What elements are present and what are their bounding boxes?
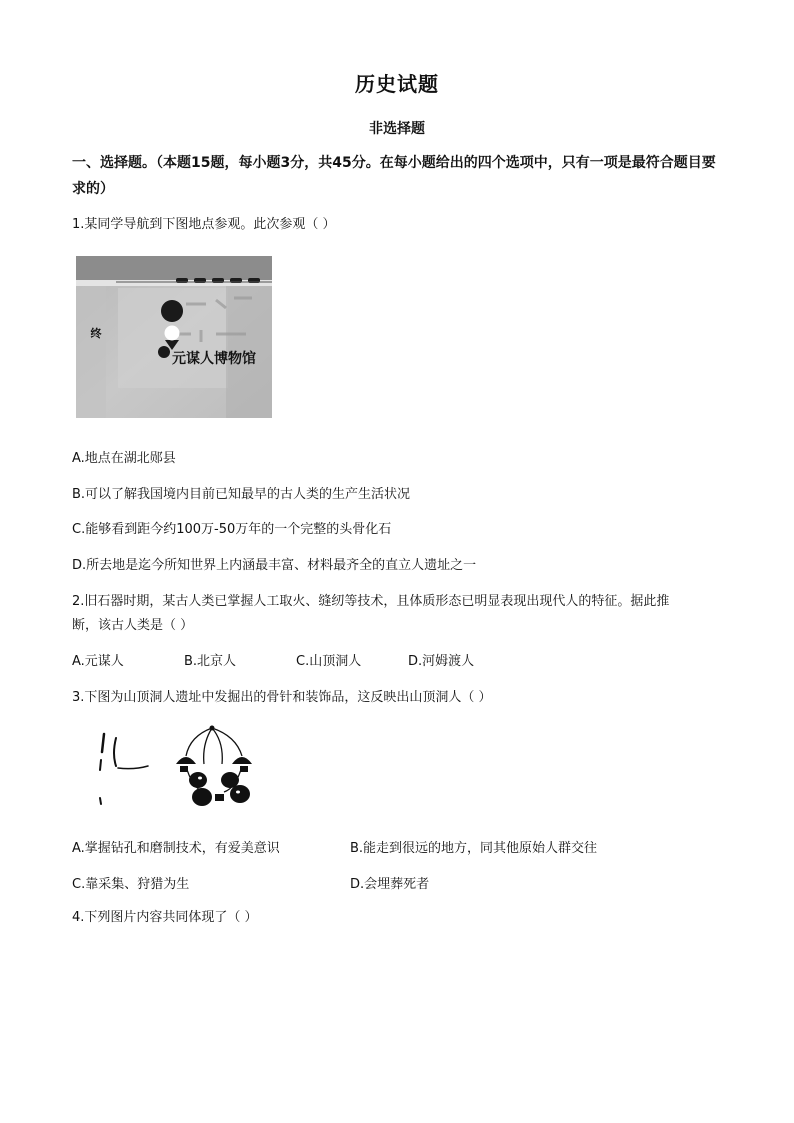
q1-map-photo bbox=[76, 256, 272, 418]
page-title: 历史试题 bbox=[355, 72, 439, 96]
q2-stem-line2: 断，该古人类是（ ） bbox=[72, 618, 194, 633]
q3-bone-needle-ornaments-figure bbox=[90, 722, 280, 814]
q2-options bbox=[72, 650, 722, 670]
ornament-necklace-icon bbox=[176, 726, 252, 807]
bone-needle-icon bbox=[100, 734, 148, 804]
q1-stem: 1.某同学导航到下图地点参观。此次参观（ ） bbox=[72, 217, 336, 232]
q2-option-c: C.山顶洞人 bbox=[296, 654, 362, 669]
q2-option-b: B.北京人 bbox=[184, 654, 237, 669]
q2-option-a: A.元谋人 bbox=[72, 654, 124, 669]
page-subtitle: 非选择题 bbox=[369, 121, 425, 137]
q4-stem: 4.下列图片内容共同体现了（ ） bbox=[72, 910, 258, 925]
q3-option-c: C.靠采集、狩猎为生 bbox=[72, 877, 190, 892]
map-pin-marker-text: 终 bbox=[90, 327, 102, 340]
q2-option-d: D.河姆渡人 bbox=[408, 654, 475, 669]
map-place-label: 元谋人博物馆 bbox=[172, 351, 256, 367]
q1-option-a: A.地点在湖北郧县 bbox=[72, 451, 176, 466]
q1-option-d: D.所去地是迄今所知世界上内涵最丰富、材料最齐全的直立人遗址之一 bbox=[72, 558, 477, 573]
q3-option-d: D.会埋葬死者 bbox=[350, 877, 430, 892]
q1-option-c: C.能够看到距今约100万-50万年的一个完整的头骨化石 bbox=[72, 522, 392, 537]
q3-option-b: B.能走到很远的地方，同其他原始人群交往 bbox=[350, 841, 598, 856]
q3-option-a: A.掌握钻孔和磨制技术，有爱美意识 bbox=[72, 841, 280, 856]
q2-stem-line1: 2.旧石器时期，某古人类已掌握人工取火、缝纫等技术，且体质形态已明显表现出现代人的特征。据此推 bbox=[72, 594, 670, 609]
q1-option-b: B.可以了解我国境内目前已知最早的古人类的生产生活状况 bbox=[72, 487, 411, 502]
section-heading: 一、选择题。（本题15题，每小题3分，共45分。在每小题给出的四个选项中，只有一项是最符合题目要求的） bbox=[72, 155, 716, 197]
q3-stem: 3.下图为山顶洞人遗址中发掘出的骨针和装饰品，这反映出山顶洞人（ ） bbox=[72, 690, 492, 705]
